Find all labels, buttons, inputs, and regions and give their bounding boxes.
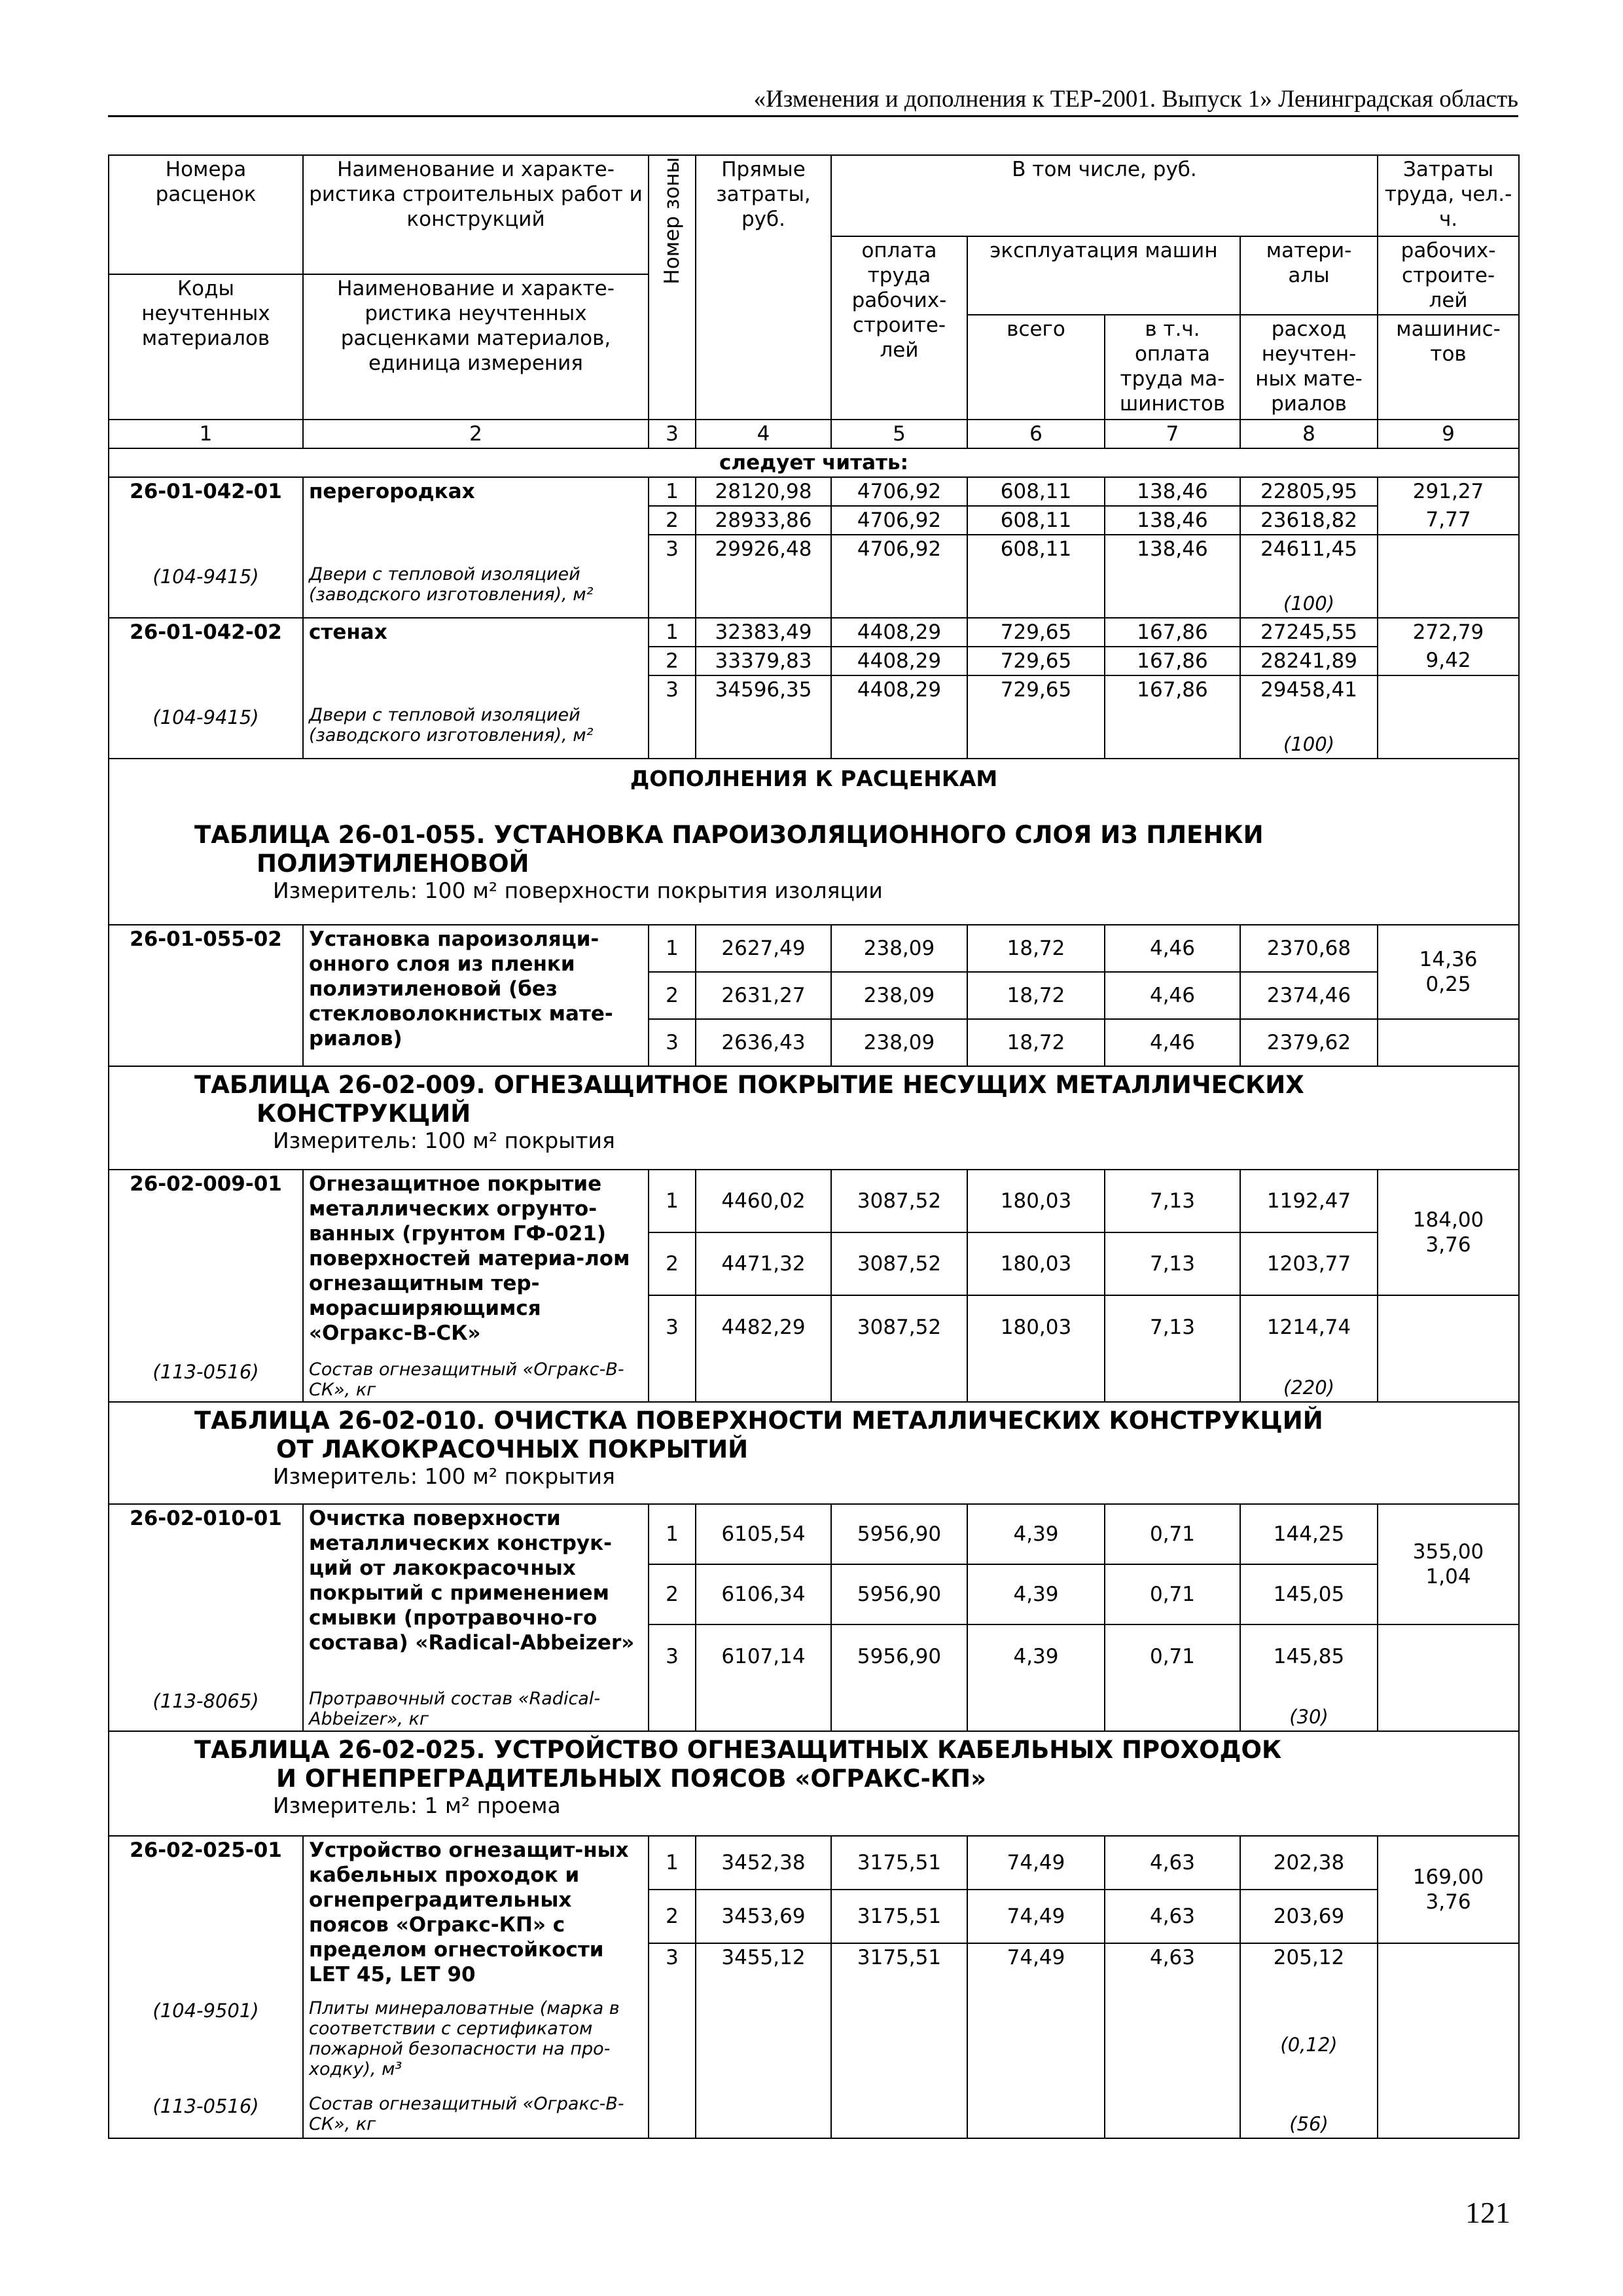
zone: 2 <box>649 1564 696 1624</box>
rates-table <box>108 154 1520 2139</box>
additions-title: ДОПОЛНЕНИЯ К РАСЦЕНКАМ <box>630 766 998 791</box>
material-qty: (0,12) <box>1240 1997 1378 2092</box>
labor-pay: 5956,90 <box>831 1564 967 1624</box>
material-name: Двери с тепловой изоляцией (заводского изготовления), м² <box>303 563 649 618</box>
material-code: (104-9501) <box>109 1997 303 2092</box>
machinist-pay: 0,71 <box>1105 1624 1240 1687</box>
labor-pay: 4408,29 <box>831 618 967 647</box>
empty-cell <box>1378 1019 1519 1066</box>
direct-cost: 2631,27 <box>696 972 831 1019</box>
empty-cell <box>649 1997 696 2092</box>
meter-line: Измеритель: 1 м² проема <box>273 1793 561 1818</box>
zone: 3 <box>649 535 696 563</box>
col-num: 8 <box>1240 420 1378 448</box>
header-col3: Номер зоны <box>649 155 696 420</box>
empty-cell <box>1105 1997 1240 2092</box>
zone: 1 <box>649 1170 696 1232</box>
direct-cost: 34596,35 <box>696 675 831 704</box>
meter-line: Измеритель: 100 м² покрытия <box>273 1128 615 1153</box>
empty-cell <box>831 1358 967 1402</box>
empty-cell <box>1378 1295 1519 1358</box>
empty-cell <box>696 1997 831 2092</box>
col-num: 2 <box>303 420 649 448</box>
materials: 2379,62 <box>1240 1019 1378 1066</box>
machinist-pay: 4,63 <box>1105 1836 1240 1890</box>
col-num: 5 <box>831 420 967 448</box>
material-name: Состав огнезащитный «Огракс-В-СК», кг <box>303 1358 649 1402</box>
direct-cost: 3452,38 <box>696 1836 831 1890</box>
materials: 1214,74 <box>1240 1295 1378 1358</box>
labor-pay: 238,09 <box>831 972 967 1019</box>
header-col9-top: Затраты труда, чел.-ч. <box>1378 155 1519 236</box>
machinist-pay: 138,46 <box>1105 506 1240 535</box>
machines-total: 729,65 <box>967 618 1105 647</box>
machines-total: 180,03 <box>967 1295 1105 1358</box>
empty-cell <box>1105 1687 1240 1731</box>
labor-pay: 3087,52 <box>831 1232 967 1295</box>
col-num: 7 <box>1105 420 1240 448</box>
direct-cost: 6107,14 <box>696 1624 831 1687</box>
direct-cost: 28933,86 <box>696 506 831 535</box>
materials: 2374,46 <box>1240 972 1378 1019</box>
materials: 205,12 <box>1240 1943 1378 1997</box>
empty-cell <box>967 2092 1105 2138</box>
labor-values <box>1378 1836 1519 1943</box>
machines-total: 4,39 <box>967 1504 1105 1564</box>
header-machines: эксплуатация машин <box>967 236 1240 315</box>
rate-code: 26-01-042-02 <box>109 618 303 647</box>
labor-pay: 238,09 <box>831 1019 967 1066</box>
machines-total: 608,11 <box>967 506 1105 535</box>
header-col6: всего <box>967 315 1105 420</box>
empty-cell <box>1378 563 1519 618</box>
materials: 202,38 <box>1240 1836 1378 1890</box>
labor-pay: 3087,52 <box>831 1295 967 1358</box>
empty-cell <box>967 1997 1105 2092</box>
section-t4-header <box>109 1731 1519 1836</box>
rate-name: Устройство огнезащит-ных кабельных проходок и огнепреградительных поясов «Огракс-КП» с пределом огнестойкости LET 45, LET 90 <box>303 1836 649 1997</box>
labor-pay: 4706,92 <box>831 477 967 506</box>
empty-cell <box>649 704 696 759</box>
machines-total: 608,11 <box>967 535 1105 563</box>
direct-cost: 6106,34 <box>696 1564 831 1624</box>
machinist-pay: 167,86 <box>1105 618 1240 647</box>
empty-cell <box>649 1687 696 1731</box>
labor-machinists: 3,76 <box>1425 1890 1471 1914</box>
labor-machinists: 3,76 <box>1425 1233 1471 1257</box>
header-col8-bottom: расход неучтен-ных мате-риалов <box>1240 315 1378 420</box>
material-code: (104-9415) <box>109 704 303 759</box>
labor-workers: 184,00 <box>1412 1208 1484 1232</box>
empty-cell <box>1378 2092 1519 2138</box>
empty-cell <box>696 2092 831 2138</box>
empty-cell <box>831 1687 967 1731</box>
machinist-pay: 0,71 <box>1105 1564 1240 1624</box>
zone: 1 <box>649 1504 696 1564</box>
machinist-pay: 138,46 <box>1105 535 1240 563</box>
machinist-pay: 4,63 <box>1105 1943 1240 1997</box>
labor-values <box>1378 1170 1519 1295</box>
labor-machinists: 7,77 <box>1378 506 1519 535</box>
zone: 2 <box>649 972 696 1019</box>
machinist-pay: 4,46 <box>1105 972 1240 1019</box>
materials: 23618,82 <box>1240 506 1378 535</box>
machines-total: 4,39 <box>967 1564 1105 1624</box>
empty-cell <box>109 675 303 704</box>
empty-cell <box>831 2092 967 2138</box>
labor-pay: 3087,52 <box>831 1170 967 1232</box>
empty-cell <box>649 2092 696 2138</box>
labor-values <box>1378 1504 1519 1624</box>
header-col7: в т.ч. оплата труда ма-шинистов <box>1105 315 1240 420</box>
empty-cell <box>1378 1358 1519 1402</box>
table-title-cont: КОНСТРУКЦИЙ <box>257 1100 471 1128</box>
direct-cost: 32383,49 <box>696 618 831 647</box>
machines-total: 74,49 <box>967 1836 1105 1890</box>
machinist-pay: 167,86 <box>1105 647 1240 675</box>
material-name: Состав огнезащитный «Огракс-В-СК», кг <box>303 2092 649 2138</box>
labor-workers: 14,36 <box>1419 948 1478 971</box>
empty-cell <box>649 1358 696 1402</box>
empty-cell <box>967 1687 1105 1731</box>
machinist-pay: 167,86 <box>1105 675 1240 704</box>
labor-machinists: 9,42 <box>1378 647 1519 675</box>
table-title-cont: ПОЛИЭТИЛЕНОВОЙ <box>257 850 529 878</box>
material-code: (113-8065) <box>109 1687 303 1731</box>
machinist-pay: 4,63 <box>1105 1890 1240 1943</box>
header-col2-top: Наименование и характе-ристика строительных работ и конструкций <box>303 155 649 274</box>
material-name: Двери с тепловой изоляцией (заводского изготовления), м² <box>303 704 649 759</box>
table-title: ТАБЛИЦА 26-02-025. УСТРОЙСТВО ОГНЕЗАЩИТНЫХ КАБЕЛЬНЫХ ПРОХОДОК <box>194 1736 1282 1764</box>
rate-name: Огнезащитное покрытие металлических огрунто-ванных (грунтом ГФ-021) поверхностей материа-лом огнезащитным тер-морасширяющимся «Огракс-В-СК» <box>303 1170 649 1358</box>
rate-name: перегородках <box>303 477 649 506</box>
materials: 203,69 <box>1240 1890 1378 1943</box>
empty-cell <box>303 535 649 563</box>
machines-total: 18,72 <box>967 1019 1105 1066</box>
direct-cost: 2627,49 <box>696 925 831 972</box>
direct-cost: 6105,54 <box>696 1504 831 1564</box>
labor-machinists: 0,25 <box>1425 973 1471 996</box>
material-name: Плиты минераловатные (марка в соответствии с сертификатом пожарной безопасности на про-ходку), м³ <box>303 1997 649 2092</box>
labor-pay: 4706,92 <box>831 506 967 535</box>
zone: 3 <box>649 1943 696 1997</box>
material-code: (104-9415) <box>109 563 303 618</box>
empty-cell <box>696 563 831 618</box>
materials: 145,05 <box>1240 1564 1378 1624</box>
materials: 2370,68 <box>1240 925 1378 972</box>
machinist-pay: 4,46 <box>1105 1019 1240 1066</box>
page-number: 121 <box>1465 2196 1510 2229</box>
header-col8-top: матери-алы <box>1240 236 1378 315</box>
labor-workers: 355,00 <box>1412 1540 1484 1564</box>
material-qty: (100) <box>1240 563 1378 618</box>
direct-cost: 4460,02 <box>696 1170 831 1232</box>
labor-pay: 3175,51 <box>831 1836 967 1890</box>
direct-cost: 2636,43 <box>696 1019 831 1066</box>
machines-total: 180,03 <box>967 1232 1105 1295</box>
empty-cell <box>1105 2092 1240 2138</box>
empty-cell <box>1378 675 1519 704</box>
materials: 27245,55 <box>1240 618 1378 647</box>
zone: 3 <box>649 1019 696 1066</box>
header-col2-bottom: Наименование и характе-ристика неучтенных расценками материалов, единица измерения <box>303 274 649 420</box>
material-code: (113-0516) <box>109 1358 303 1402</box>
zone: 1 <box>649 618 696 647</box>
labor-workers: 169,00 <box>1412 1865 1484 1889</box>
col-num: 4 <box>696 420 831 448</box>
material-qty: (220) <box>1240 1358 1378 1402</box>
empty-cell <box>696 1687 831 1731</box>
labor-pay: 4408,29 <box>831 647 967 675</box>
labor-machinists: 1,04 <box>1425 1565 1471 1588</box>
rate-name: стенах <box>303 618 649 647</box>
materials: 29458,41 <box>1240 675 1378 704</box>
section-t2-header <box>109 1066 1519 1170</box>
running-head: «Изменения и дополнения к ТЕР-2001. Выпуск 1» Ленинградская область <box>753 86 1518 113</box>
machines-total: 18,72 <box>967 925 1105 972</box>
empty-cell <box>1378 1997 1519 2092</box>
machines-total: 4,39 <box>967 1624 1105 1687</box>
material-code: (113-0516) <box>109 2092 303 2138</box>
machines-total: 74,49 <box>967 1890 1105 1943</box>
materials: 1192,47 <box>1240 1170 1378 1232</box>
table-title-cont: И ОГНЕПРЕГРАДИТЕЛЬНЫХ ПОЯСОВ «ОГРАКС-КП» <box>276 1765 987 1793</box>
col-num: 6 <box>967 420 1105 448</box>
labor-values <box>1378 925 1519 1019</box>
header-incl: В том числе, руб. <box>831 155 1378 236</box>
meter-line: Измеритель: 100 м² поверхности покрытия изоляции <box>273 878 883 903</box>
empty-cell <box>1378 1943 1519 1997</box>
empty-cell <box>1378 535 1519 563</box>
header-rule <box>108 115 1518 117</box>
col-num: 3 <box>649 420 696 448</box>
rate-code: 26-01-042-01 <box>109 477 303 506</box>
machines-total: 729,65 <box>967 675 1105 704</box>
section-t3-header <box>109 1402 1519 1504</box>
empty-cell <box>831 704 967 759</box>
empty-cell <box>109 647 303 675</box>
machinist-pay: 7,13 <box>1105 1232 1240 1295</box>
header-col1-top: Номера расценок <box>109 155 303 274</box>
zone: 1 <box>649 477 696 506</box>
material-qty: (56) <box>1240 2092 1378 2138</box>
rate-name: Очистка поверхности металлических конструк-ций от лакокрасочных покрытий с применением смывки (протравочно-го состава) «Radical-Abbeizer» <box>303 1504 649 1687</box>
rate-code: 26-02-009-01 <box>109 1170 303 1358</box>
labor-pay: 3175,51 <box>831 1890 967 1943</box>
zone: 2 <box>649 1232 696 1295</box>
machines-total: 180,03 <box>967 1170 1105 1232</box>
col-num: 1 <box>109 420 303 448</box>
rate-name: Установка пароизоляци-онного слоя из пленки полиэтиленовой (без стекловолокнистых мате-риалов) <box>303 925 649 1066</box>
read-as-label: следует читать: <box>109 448 1519 477</box>
rate-code: 26-02-010-01 <box>109 1504 303 1687</box>
header-col1-bottom: Коды неучтенных материалов <box>109 274 303 420</box>
labor-workers: 272,79 <box>1378 618 1519 647</box>
labor-pay: 5956,90 <box>831 1504 967 1564</box>
col-num: 9 <box>1378 420 1519 448</box>
machinist-pay: 7,13 <box>1105 1170 1240 1232</box>
zone: 1 <box>649 925 696 972</box>
materials: 1203,77 <box>1240 1232 1378 1295</box>
materials: 145,85 <box>1240 1624 1378 1687</box>
material-name: Протравочный состав «Radical-Abbeizer», кг <box>303 1687 649 1731</box>
machinist-pay: 7,13 <box>1105 1295 1240 1358</box>
empty-cell <box>831 563 967 618</box>
machines-total: 608,11 <box>967 477 1105 506</box>
direct-cost: 3453,69 <box>696 1890 831 1943</box>
header-col9-mid: рабочих-строите-лей <box>1378 236 1519 315</box>
zone: 3 <box>649 1624 696 1687</box>
machinist-pay: 138,46 <box>1105 477 1240 506</box>
rate-code: 26-02-025-01 <box>109 1836 303 1997</box>
zone: 3 <box>649 675 696 704</box>
zone: 2 <box>649 647 696 675</box>
machinist-pay: 4,46 <box>1105 925 1240 972</box>
materials: 22805,95 <box>1240 477 1378 506</box>
empty-cell <box>967 704 1105 759</box>
labor-pay: 3175,51 <box>831 1943 967 1997</box>
materials: 24611,45 <box>1240 535 1378 563</box>
machines-total: 74,49 <box>967 1943 1105 1997</box>
materials: 144,25 <box>1240 1504 1378 1564</box>
zone: 2 <box>649 506 696 535</box>
empty-cell <box>831 1997 967 2092</box>
empty-cell <box>649 563 696 618</box>
rate-code: 26-01-055-02 <box>109 925 303 1066</box>
empty-cell <box>696 704 831 759</box>
machinist-pay: 0,71 <box>1105 1504 1240 1564</box>
empty-cell <box>303 675 649 704</box>
header-col4: Прямые затраты, руб. <box>696 155 831 420</box>
table-title-cont: ОТ ЛАКОКРАСОЧНЫХ ПОКРЫТИЙ <box>276 1435 749 1463</box>
direct-cost: 28120,98 <box>696 477 831 506</box>
empty-cell <box>1105 1358 1240 1402</box>
zone: 3 <box>649 1295 696 1358</box>
empty-cell <box>1378 1624 1519 1687</box>
empty-cell <box>303 647 649 675</box>
empty-cell <box>967 563 1105 618</box>
direct-cost: 4482,29 <box>696 1295 831 1358</box>
empty-cell <box>1105 704 1240 759</box>
direct-cost: 4471,32 <box>696 1232 831 1295</box>
zone: 2 <box>649 1890 696 1943</box>
direct-cost: 33379,83 <box>696 647 831 675</box>
empty-cell <box>303 506 649 535</box>
labor-pay: 5956,90 <box>831 1624 967 1687</box>
machines-total: 18,72 <box>967 972 1105 1019</box>
empty-cell <box>1105 563 1240 618</box>
labor-workers: 291,27 <box>1378 477 1519 506</box>
direct-cost: 29926,48 <box>696 535 831 563</box>
labor-pay: 238,09 <box>831 925 967 972</box>
meter-line: Измеритель: 100 м² покрытия <box>273 1463 615 1489</box>
table-title: ТАБЛИЦА 26-02-009. ОГНЕЗАЩИТНОЕ ПОКРЫТИЕ НЕСУЩИХ МЕТАЛЛИЧЕСКИХ <box>194 1071 1304 1099</box>
empty-cell <box>696 1358 831 1402</box>
labor-pay: 4408,29 <box>831 675 967 704</box>
empty-cell <box>109 535 303 563</box>
table-title: ТАБЛИЦА 26-01-055. УСТАНОВКА ПАРОИЗОЛЯЦИОННОГО СЛОЯ ИЗ ПЛЕНКИ <box>194 821 1264 849</box>
material-qty: (100) <box>1240 704 1378 759</box>
machines-total: 729,65 <box>967 647 1105 675</box>
header-col9-bottom: машинис-тов <box>1378 315 1519 420</box>
materials: 28241,89 <box>1240 647 1378 675</box>
direct-cost: 3455,12 <box>696 1943 831 1997</box>
table-title: ТАБЛИЦА 26-02-010. ОЧИСТКА ПОВЕРХНОСТИ МЕТАЛЛИЧЕСКИХ КОНСТРУКЦИЙ <box>194 1407 1323 1435</box>
zone: 1 <box>649 1836 696 1890</box>
empty-cell <box>109 506 303 535</box>
labor-pay: 4706,92 <box>831 535 967 563</box>
section-t1-header <box>109 759 1519 925</box>
empty-cell <box>1378 704 1519 759</box>
header-col5: оплата труда рабочих-строите-лей <box>831 236 967 420</box>
empty-cell <box>1378 1687 1519 1731</box>
material-qty: (30) <box>1240 1687 1378 1731</box>
empty-cell <box>967 1358 1105 1402</box>
